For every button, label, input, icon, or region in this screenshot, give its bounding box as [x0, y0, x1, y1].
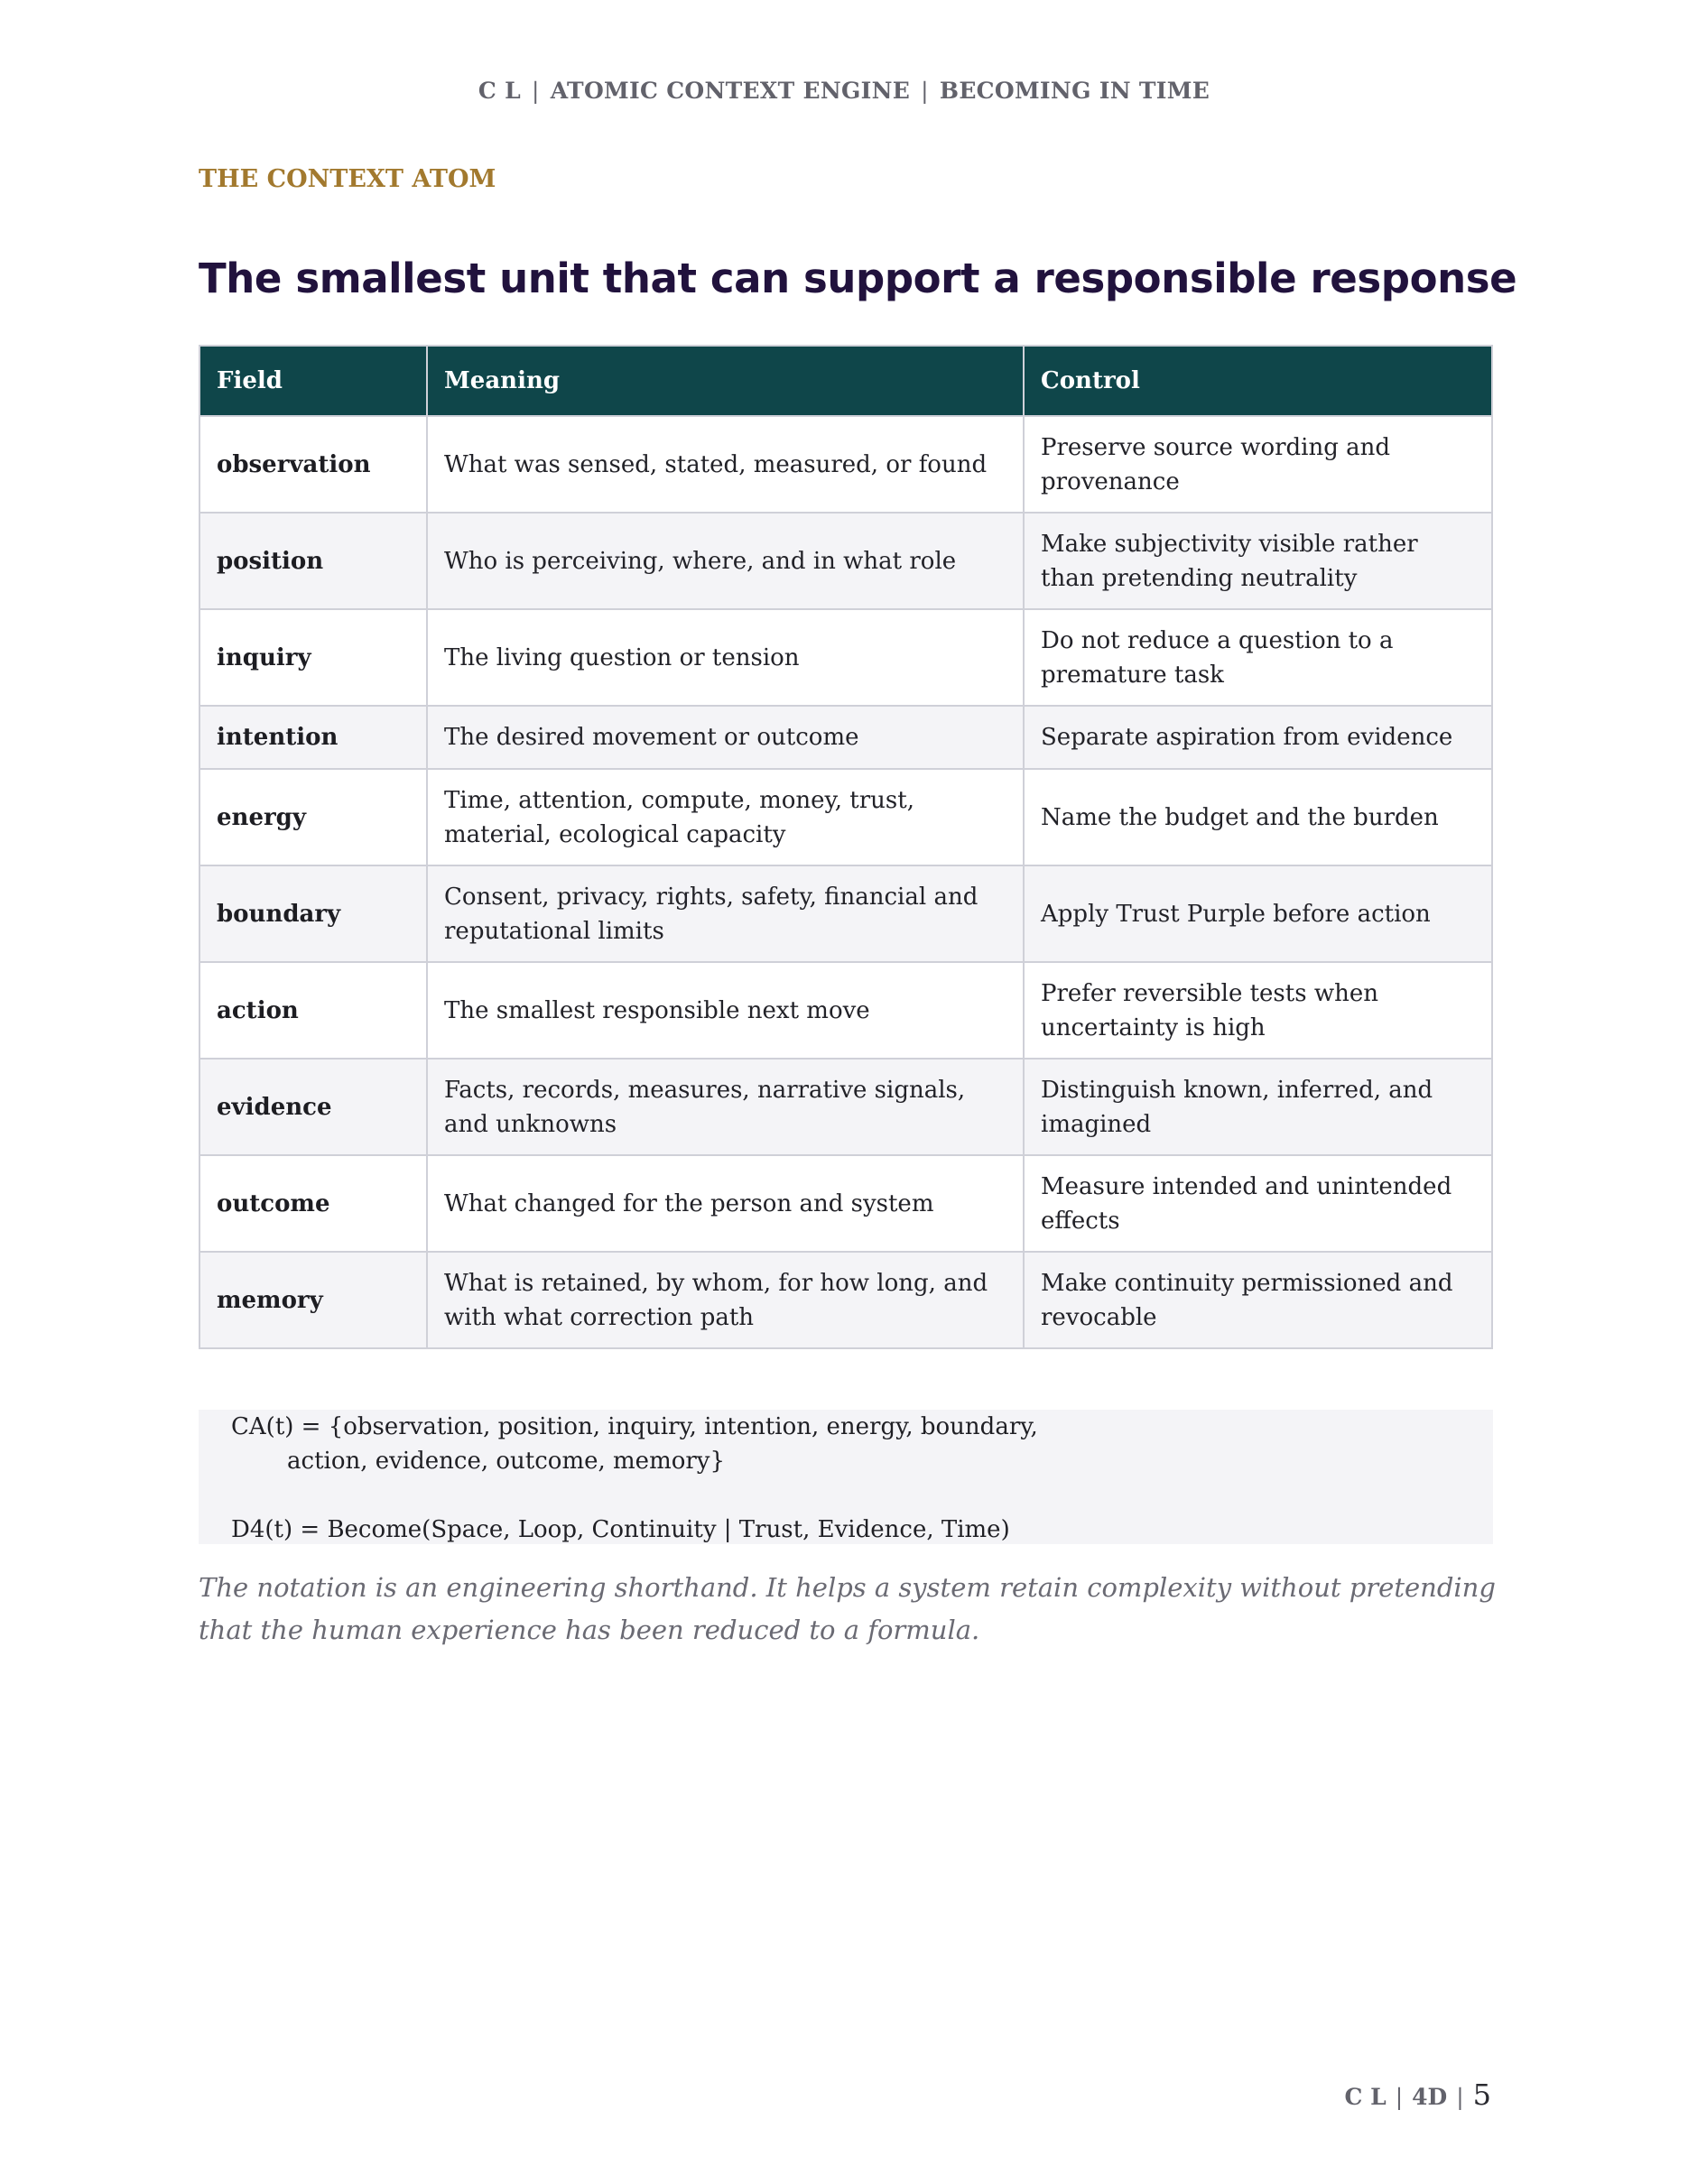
formula-line: CA(t) = {observation, position, inquiry, intention, energy, boundary,: [231, 1413, 1038, 1440]
field-cell: intention: [199, 706, 427, 769]
control-cell: Measure intended and unintended effects: [1024, 1155, 1492, 1252]
table-row: [199, 1155, 1492, 1252]
meaning-cell: What was sensed, stated, measured, or found: [427, 416, 1024, 513]
footer-separator: |: [1395, 2084, 1404, 2110]
table-row: [199, 1059, 1492, 1155]
meaning-cell: What is retained, by whom, for how long, and with what correction path: [427, 1252, 1024, 1348]
column-header-field: Field: [199, 346, 427, 416]
field-cell: evidence: [199, 1059, 427, 1155]
column-header-meaning: Meaning: [427, 346, 1024, 416]
field-cell: inquiry: [199, 609, 427, 706]
context-atom-table: [199, 345, 1493, 1349]
field-cell: energy: [199, 769, 427, 865]
table-row: [199, 962, 1492, 1059]
formula-block: [199, 1410, 1493, 1544]
formula-line: D4(t) = Become(Space, Loop, Continuity | Trust, Evidence, Time): [231, 1516, 1010, 1543]
notation-note: The notation is an engineering shorthand. It helps a system retain complexity without pretending that the human experience has been reduced to a formula.: [199, 1572, 1496, 1645]
section-eyebrow: THE CONTEXT ATOM: [199, 165, 496, 193]
footer-separator: |: [1456, 2084, 1464, 2110]
footer-left: C L: [1344, 2084, 1387, 2110]
table-row: [199, 865, 1492, 962]
header-separator: |: [531, 78, 540, 104]
control-cell: Distinguish known, inferred, and imagined: [1024, 1059, 1492, 1155]
control-cell: Do not reduce a question to a premature task: [1024, 609, 1492, 706]
page-title: The smallest unit that can support a responsible response: [199, 254, 1517, 302]
control-cell: Make subjectivity visible rather than pretending neutrality: [1024, 513, 1492, 609]
meaning-cell: Consent, privacy, rights, safety, financial and reputational limits: [427, 865, 1024, 962]
header-separator: |: [921, 78, 929, 104]
field-cell: memory: [199, 1252, 427, 1348]
table-header-row: [199, 346, 1492, 416]
running-footer: [1345, 2078, 1492, 2112]
meaning-cell: Time, attention, compute, money, trust, material, ecological capacity: [427, 769, 1024, 865]
running-header: [0, 78, 1688, 104]
meaning-cell: The smallest responsible next move: [427, 962, 1024, 1059]
table-row: [199, 1252, 1492, 1348]
field-cell: position: [199, 513, 427, 609]
meaning-cell: Facts, records, measures, narrative signals, and unknowns: [427, 1059, 1024, 1155]
table-row: [199, 769, 1492, 865]
table-row: [199, 416, 1492, 513]
header-left: C L: [478, 78, 521, 104]
field-cell: boundary: [199, 865, 427, 962]
column-header-control: Control: [1024, 346, 1492, 416]
field-cell: action: [199, 962, 427, 1059]
control-cell: Apply Trust Purple before action: [1024, 865, 1492, 962]
meaning-cell: Who is perceiving, where, and in what role: [427, 513, 1024, 609]
field-cell: observation: [199, 416, 427, 513]
control-cell: Preserve source wording and provenance: [1024, 416, 1492, 513]
table-row: [199, 609, 1492, 706]
control-cell: Name the budget and the burden: [1024, 769, 1492, 865]
meaning-cell: The desired movement or outcome: [427, 706, 1024, 769]
field-cell: outcome: [199, 1155, 427, 1252]
meaning-cell: The living question or tension: [427, 609, 1024, 706]
formula-line: action, evidence, outcome, memory}: [287, 1448, 726, 1475]
header-middle: ATOMIC CONTEXT ENGINE: [550, 78, 911, 104]
footer-middle: 4D: [1412, 2084, 1448, 2110]
header-right: BECOMING IN TIME: [939, 78, 1210, 104]
table-row: [199, 513, 1492, 609]
control-cell: Make continuity permissioned and revocable: [1024, 1252, 1492, 1348]
page-number: 5: [1472, 2078, 1491, 2112]
control-cell: Prefer reversible tests when uncertainty is high: [1024, 962, 1492, 1059]
meaning-cell: What changed for the person and system: [427, 1155, 1024, 1252]
table-row: [199, 706, 1492, 769]
control-cell: Separate aspiration from evidence: [1024, 706, 1492, 769]
